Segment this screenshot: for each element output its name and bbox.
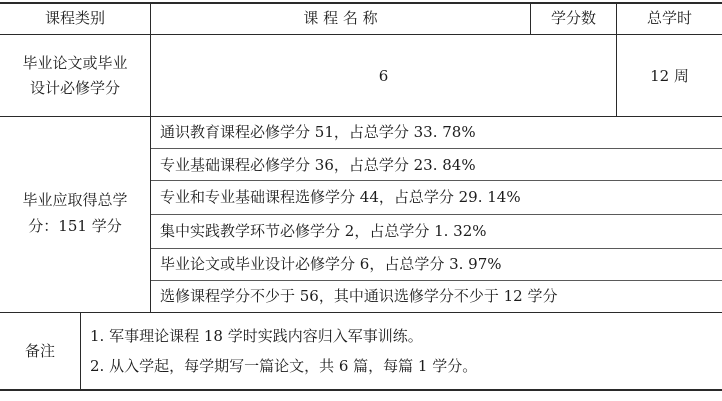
item-divider-3 (150, 214, 722, 215)
table-top-border (0, 2, 722, 4)
credit-item-practice: 集中实践教学环节必修学分 2，占总学分 1. 32% (160, 222, 487, 240)
credit-item-general-required: 通识教育课程必修学分 51，占总学分 33. 78% (160, 123, 476, 141)
thesis-credits-value: 6 (378, 67, 389, 85)
header-course-name: 课 程 名 称 (303, 9, 378, 27)
credit-item-elective-minimum: 选修课程学分不少于 56，其中通识选修学分不少于 12 学分 (160, 287, 558, 305)
credit-item-thesis: 毕业论文或毕业设计必修学分 6，占总学分 3. 97% (160, 255, 502, 273)
credit-item-elective: 专业和专业基础课程选修学分 44，占总学分 29. 14% (160, 188, 521, 206)
thesis-category-line1: 毕业论文或毕业 (22, 54, 128, 72)
header-category: 课程类别 (44, 9, 105, 27)
item-divider-5 (150, 280, 722, 281)
total-category-line2: 分：151 学分 (28, 217, 122, 235)
thesis-hours-value: 12 周 (650, 67, 689, 85)
remarks-label-border (80, 312, 81, 390)
header-credits: 学分数 (550, 9, 596, 27)
table-bottom-border (0, 389, 722, 391)
remark-note-1: 1. 军事理论课程 18 学时实践内容归入军事训练。 (90, 327, 423, 345)
item-divider-2 (150, 180, 722, 181)
category-column-border (150, 3, 151, 313)
header-bottom-border (0, 34, 722, 35)
total-category-line1: 毕业应取得总学 (22, 191, 128, 209)
total-row-bottom-border (0, 312, 722, 313)
remarks-label: 备注 (24, 342, 55, 360)
thesis-row-bottom-border (0, 116, 722, 117)
header-hours: 总学时 (646, 9, 692, 27)
item-divider-1 (150, 148, 722, 149)
credit-item-basic-required: 专业基础课程必修学分 36，占总学分 23. 84% (160, 156, 476, 174)
remark-note-2: 2. 从入学起，每学期写一篇论文，共 6 篇，每篇 1 学分。 (90, 357, 478, 375)
thesis-category-line2: 设计必修学分 (29, 79, 120, 97)
item-divider-4 (150, 248, 722, 249)
